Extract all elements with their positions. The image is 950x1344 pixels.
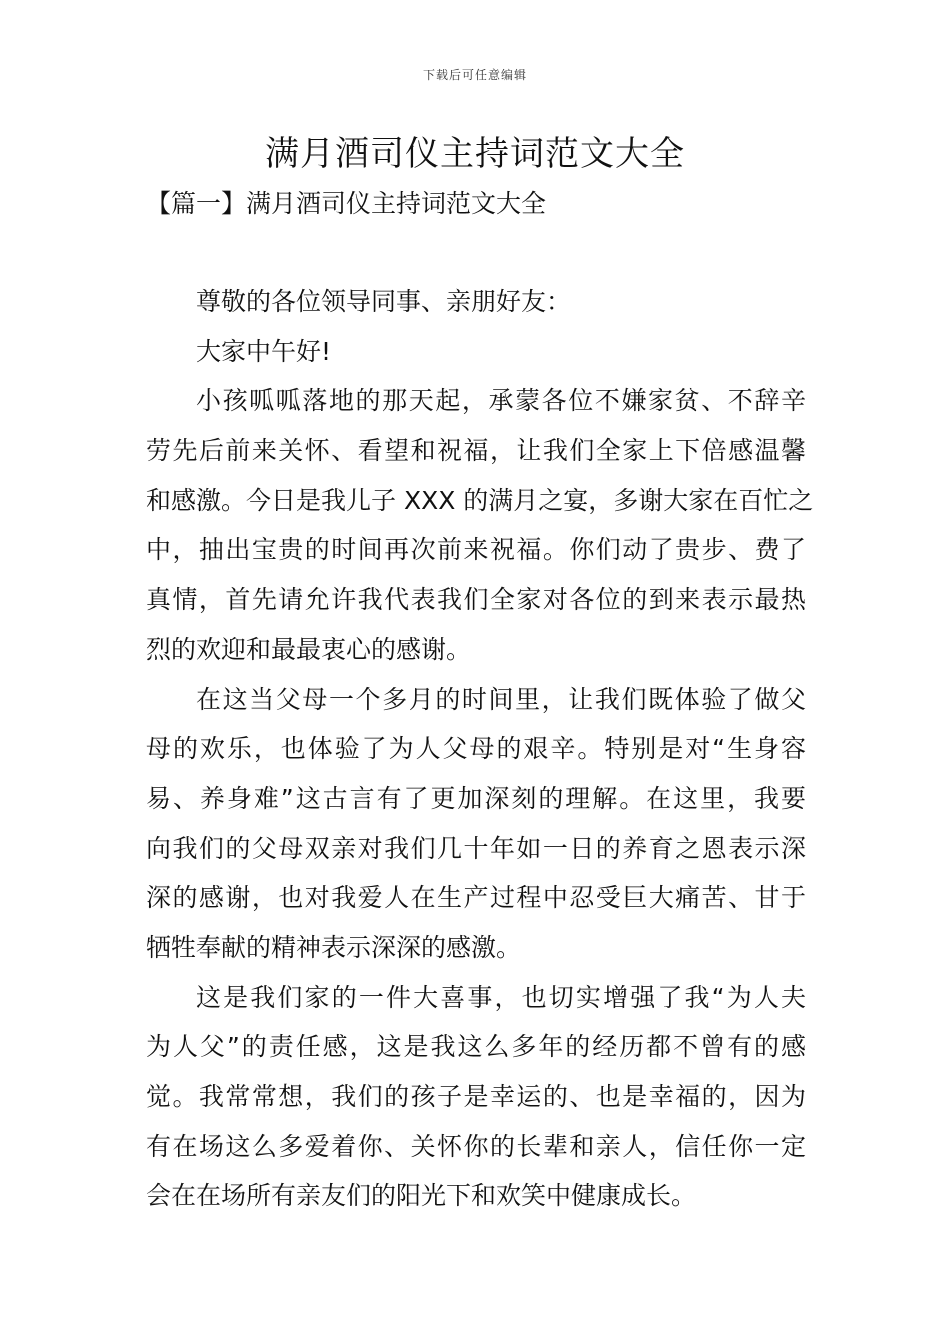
paragraph-line: 在这当父母一个多月的时间里，让我们既体验了做父 (196, 684, 806, 714)
document-title: 满月酒司仪主持词范文大全 (265, 134, 685, 174)
paragraph-line: 中，抽出宝贵的时间再次前来祝福。你们动了贵步、费了 (146, 535, 806, 565)
paragraph-line: 这是我们家的一件大喜事，也切实增强了我“为人夫 (196, 982, 806, 1012)
paragraph-line: 深的感谢，也对我爱人在生产过程中忍受巨大痛苦、甘于 (146, 883, 806, 913)
paragraph-line: 易、养身难”这古言有了更加深刻的理解。在这里，我要 (146, 783, 806, 813)
paragraph-line: 劳先后前来关怀、看望和祝福，让我们全家上下倍感温馨 (146, 436, 806, 466)
paragraph-line: 有在场这么多爱着你、关怀你的长辈和亲人，信任你一定 (146, 1131, 806, 1161)
paragraph-line: 尊敬的各位领导同事、亲朋好友： (196, 287, 572, 316)
paragraph-responsibility (146, 973, 806, 1221)
paragraph-greeting (146, 327, 806, 377)
paragraph-thanks (146, 376, 814, 674)
paragraph-line: 小孩呱呱落地的那天起，承蒙各位不嫌家贫、不辞辛 (196, 386, 806, 416)
header-note: 下载后可任意编辑 (422, 68, 527, 82)
paragraph-parents (146, 675, 806, 973)
paragraph-line: 牺牲奉献的精神表示深深的感激。 (146, 932, 522, 962)
paragraph-line: 大家中午好! (196, 336, 332, 366)
paragraph-line: 烈的欢迎和最最衷心的感谢。 (146, 634, 472, 664)
paragraph-line: 向我们的父母双亲对我们几十年如一日的养育之恩表示深 (146, 833, 806, 863)
paragraph-line: 觉。我常常想，我们的孩子是幸运的、也是幸福的，因为 (146, 1082, 806, 1111)
paragraph-salutation (146, 277, 806, 327)
paragraph-line: 为人父”的责任感，这是我这么多年的经历都不曾有的感 (146, 1032, 806, 1062)
body-text (146, 277, 814, 1221)
paragraph-line: 真情，首先请允许我代表我们全家对各位的到来表示最热 (146, 585, 806, 615)
paragraph-line: 和感激。今日是我儿子 XXX 的满月之宴，多谢大家在百忙之 (146, 485, 814, 515)
paragraph-line: 会在在场所有亲友们的阳光下和欢笑中健康成长。 (146, 1181, 697, 1211)
section-heading: 【篇一】满月酒司仪主持词范文大全 (146, 189, 547, 218)
paragraph-line: 母的欢乐，也体验了为人父母的艰辛。特别是对“生身容 (146, 734, 806, 764)
